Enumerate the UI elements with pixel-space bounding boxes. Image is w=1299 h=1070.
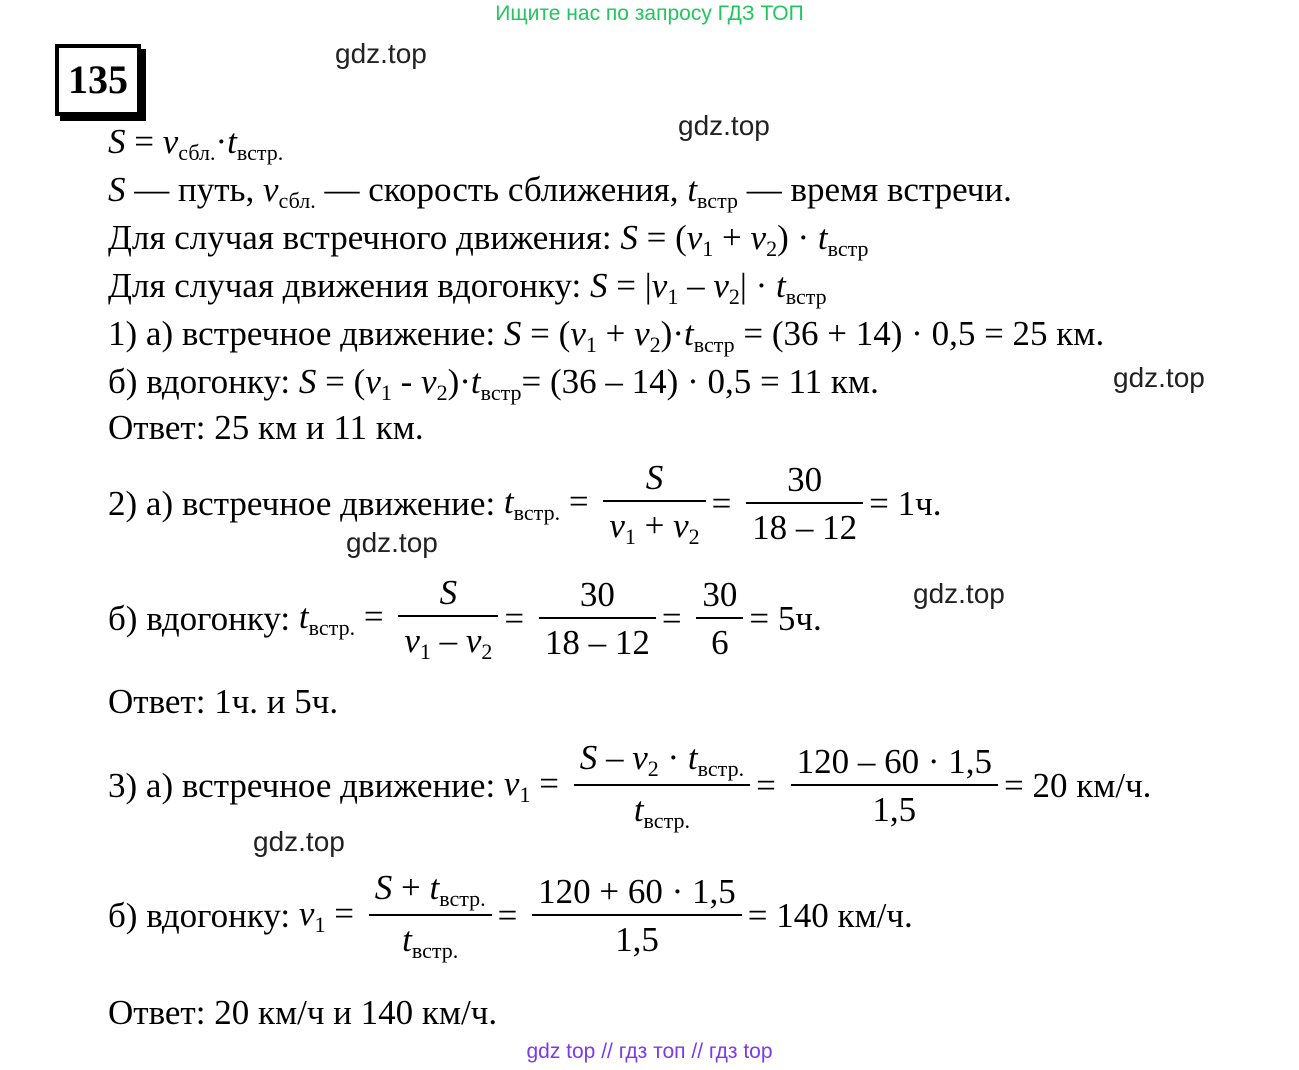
part1-answer: Ответ: 25 км и 11 км. <box>108 408 424 447</box>
part3-a: 3) а) встречное движение: $v_1$ = $\frac{S - v_2 \cdot t_{встр.}}{t_{встр.}}$ = $\frac{120 - 60 \cdot 1,5}{1,5}$ = 20 км/ч. <box>108 738 1152 833</box>
top-banner[interactable]: Ищите нас по запросу ГДЗ ТОП <box>495 2 804 25</box>
part3-b: б) вдогонку: $v_1$ = $\frac{S + t_{встр.}}{t_{встр.}}$ = $\frac{120 + 60 \cdot 1,5}{1,5}$ = 140 км/ч. <box>108 868 913 963</box>
part2-a: 2) а) встречное движение: $t_{встр.}$ = $\frac{S}{v_1 + v_2}$ = $\frac{30}{18 - 12}$ = 1ч. <box>108 458 942 549</box>
watermark: gdz.top <box>346 527 438 558</box>
part2-answer: Ответ: 1ч. и 5ч. <box>108 682 339 721</box>
formula-distance: $S = v_{сбл.}\cdot t_{встр.}$ <box>108 122 284 165</box>
watermark: gdz.top <box>913 578 1005 609</box>
fraction: $\frac{S - v_2 \cdot t_{встр.}}{t_{встр.}}$ <box>574 738 750 834</box>
fraction: $\frac{30}{6}$ <box>696 575 743 663</box>
fraction: $\frac{120 - 60 \cdot 1,5}{1,5}$ <box>791 742 998 830</box>
fraction: $\frac{30}{18 - 12}$ <box>746 460 863 548</box>
definitions-line: S — путь, $v_{сбл.}$ — скорость сближения, $t_{встр}$ — время встречи. <box>108 170 1012 213</box>
fraction: $\frac{S + t_{встр.}}{t_{встр.}}$ <box>369 868 492 964</box>
part3-answer: Ответ: 20 км/ч и 140 км/ч. <box>108 993 498 1032</box>
watermark: gdz.top <box>678 110 770 141</box>
formula-oncoming: Для случая встречного движения: $S = (v_1 + v_2) \cdot t_{встр}$ <box>108 218 869 261</box>
formula-catchup: Для случая движения вдогонку: $S = |v_1 - v_2| \cdot t_{встр}$ <box>108 266 827 309</box>
watermark: gdz.top <box>253 826 345 857</box>
fraction: $\frac{120 + 60 \cdot 1,5}{1,5}$ <box>532 872 742 960</box>
part1-b: б) вдогонку: $S = (v_1 - v_2)\cdot t_{встр}= (36 - 14) \cdot 0,5 = 11$ км. <box>108 362 879 405</box>
fraction: $\frac{S}{v_1 - v_2}$ <box>398 573 498 665</box>
part1-a: 1) а) встречное движение: $S = (v_1 + v_2)\cdot t_{встр} = (36 + 14) \cdot 0,5 = 25$ км. <box>108 314 1105 357</box>
problem-number: 135 <box>55 44 141 116</box>
watermark: gdz.top <box>1113 362 1205 393</box>
watermark: gdz.top <box>335 38 427 69</box>
part2-b: б) вдогонку: $t_{встр.}$ = $\frac{S}{v_1 - v_2}$ = $\frac{30}{18 - 12}$ = $\frac{30}{6}$ = 5ч. <box>108 573 822 664</box>
bottom-banner[interactable]: gdz top // гдз топ // гдз top <box>526 1040 773 1063</box>
fraction: $\frac{30}{18 - 12}$ <box>539 575 656 663</box>
fraction: $\frac{S}{v_1 + v_2}$ <box>603 458 705 550</box>
